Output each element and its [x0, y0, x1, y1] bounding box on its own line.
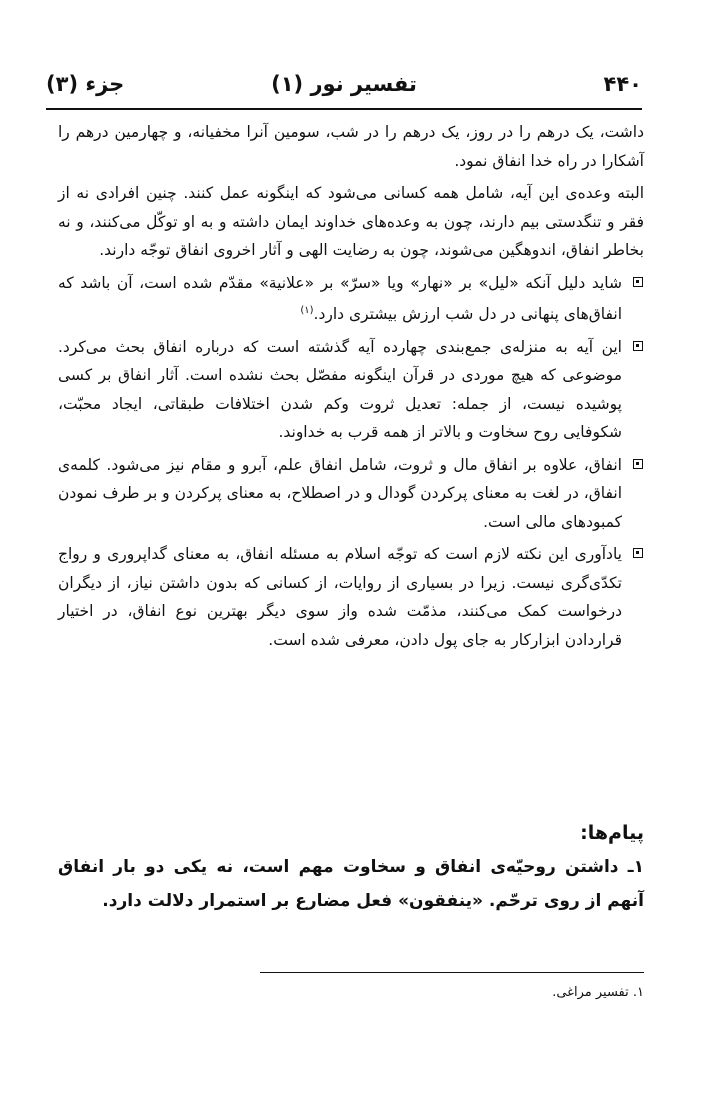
messages-section [58, 822, 644, 918]
bullet-1 [58, 269, 644, 329]
bullet-2-text: این آیه به منزله‌ی جمع‌بندی چهارده آیه گذشته است که درباره انفاق بحث می‌کرد. موضوعی که هیچ موردی در قرآن اینگونه مفصّل بحث نشده است. آثار انفاق بر کسی پوشیده نیست، از جمله: تعدیل ثروت وکم شدن اختلافات طبقاتی، ایجاد محبّت، شکوفایی روح سخاوت و بالاتر از همه قرب به خداوند. [58, 337, 622, 442]
square-bullet-icon [633, 459, 643, 469]
bullet-3-text: انفاق، علاوه بر انفاق مال و ثروت، شامل انفاق علم، آبرو و مقام نیز می‌شود. کلمه‌ی انفاق، در لغت به معنای پرکردن گودال و در اصطلاح، به معنای پرکردن و بر طرف نمودن کمبودهای مالی است. [58, 455, 622, 531]
book-title: تفسیر نور (۱) [271, 72, 417, 96]
footnote: ۱. تفسیر مراغی. [552, 985, 644, 1000]
bullet-4 [58, 540, 644, 654]
paragraph-1: داشت، یک درهم را در روز، یک درهم را در شب، سومین آنرا مخفیانه، و چهارمین درهم را آشکارا در راه خدا انفاق نمود. [58, 123, 644, 170]
main-text [58, 118, 644, 654]
bullet-3 [58, 451, 644, 537]
square-bullet-icon [633, 548, 643, 558]
footnote-rule [260, 972, 644, 973]
square-bullet-icon [633, 341, 643, 351]
part-label: جزء (۳) [46, 72, 125, 96]
header-rule [46, 108, 642, 110]
running-header [46, 72, 642, 102]
square-bullet-icon [633, 277, 643, 287]
bullet-2 [58, 333, 644, 447]
paragraph-2: البته وعده‌ی این آیه، شامل همه کسانی می‌شود که اینگونه عمل کنند. چنین افرادی نه از فقر و تنگدستی بیم دارند، چون به وعده‌های خداوند ایمان داشته و به او توکّل می‌کنند، و نه بخاطر انفاق، اندوهگین می‌شوند، چون به رضایت الهی و آثار اخروی انفاق توجّه دارند. [58, 184, 644, 259]
messages-title: پیام‌ها: [580, 822, 644, 844]
bullet-1-text: شاید دلیل آنکه «لیل» بر «نهار» ویا «سرّ» بر «علانیة» مقدّم شده است، آن باشد که انفاق‌های پنهانی در دل شب ارزش بیشتری دارد. [58, 273, 622, 324]
page-number: ۴۴۰ [603, 72, 642, 96]
message-1: ۱ـ داشتن روحیّه‌ی انفاق و سخاوت مهم است، نه یکی دو بار انفاق آنهم از روی ترحّم. «ینفقون» فعل مضارع بر استمرار دلالت دارد. [58, 857, 644, 911]
bullet-4-text: یادآوری این نکته لازم است که توجّه اسلام به مسئله انفاق، به معنای گداپروری و رواج تکدّی‌گری نیست. زیرا در بسیاری از روایات، از کسانی که بدون داشتن نیاز، از دیگران درخواست کمک می‌کنند، مذمّت شده واز سوی دیگر بهترین نوع انفاق، در اختیار قراردادن ابزارکار به جای پول دادن، معرفی شده است. [58, 545, 622, 649]
footnote-ref: (۱) [300, 305, 314, 316]
